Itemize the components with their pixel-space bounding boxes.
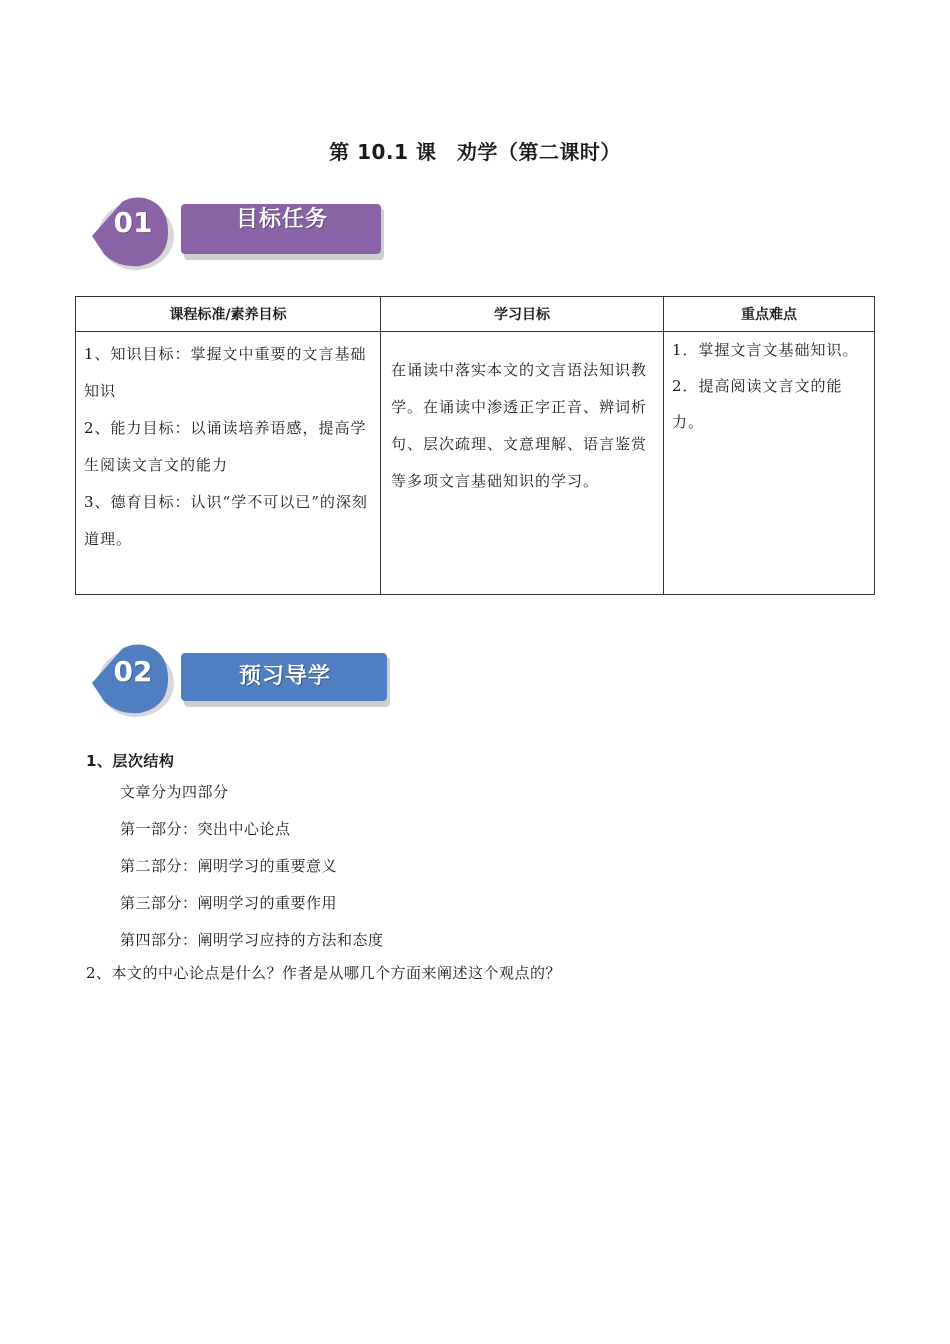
header-key-points: 重点难点 [664,297,875,332]
section-heading: 1、层次结构 [86,752,175,770]
table-row [76,332,875,595]
table-header-row [76,297,875,332]
header-standard: 课程标准/素养目标 [76,297,381,332]
goal-moral: 3、德育目标：认识“学不可以已”的深刻道理。 [84,493,368,548]
cell-standard [76,332,381,595]
structure-line: 文章分为四部分 [120,783,229,801]
section-badge-objectives [92,192,392,272]
badge-number: 01 [113,206,153,239]
goal-ability: 2、能力目标：以诵读培养语感，提高学生阅读文言文的能力 [84,419,367,474]
question-2: 2、本文的中心论点是什么？作者是从哪几个方面来阐述这个观点的？ [86,964,562,982]
badge-label: 预习导学 [238,664,331,689]
key-point-2: 2．提高阅读文言文的能力。 [672,377,843,431]
badge-label: 目标任务 [235,207,328,232]
structure-line: 第一部分：突出中心论点 [120,820,291,838]
header-learning-goal: 学习目标 [381,297,664,332]
key-point-1: 1．掌握文言文基础知识。 [672,341,859,359]
structure-line: 第四部分：阐明学习应持的方法和态度 [120,931,384,949]
goal-knowledge: 1、知识目标：掌握文中重要的文言基础知识 [84,345,367,400]
badge-number: 02 [113,655,153,688]
structure-line: 第二部分：阐明学习的重要意义 [120,857,338,875]
structure-line: 第三部分：阐明学习的重要作用 [120,894,338,912]
cell-key-points [664,332,875,595]
cell-learning-goal: 在诵读中落实本文的文言语法知识教学。在诵读中渗透正字正音、辨词析句、层次疏理、文意理解、语言鉴赏等多项文言基础知识的学习。 [381,332,664,595]
page-title: 第 10.1 课 劝学（第二课时） [329,140,621,164]
objectives-table [75,296,875,595]
structure-section [86,748,866,985]
section-badge-preview [92,639,392,719]
